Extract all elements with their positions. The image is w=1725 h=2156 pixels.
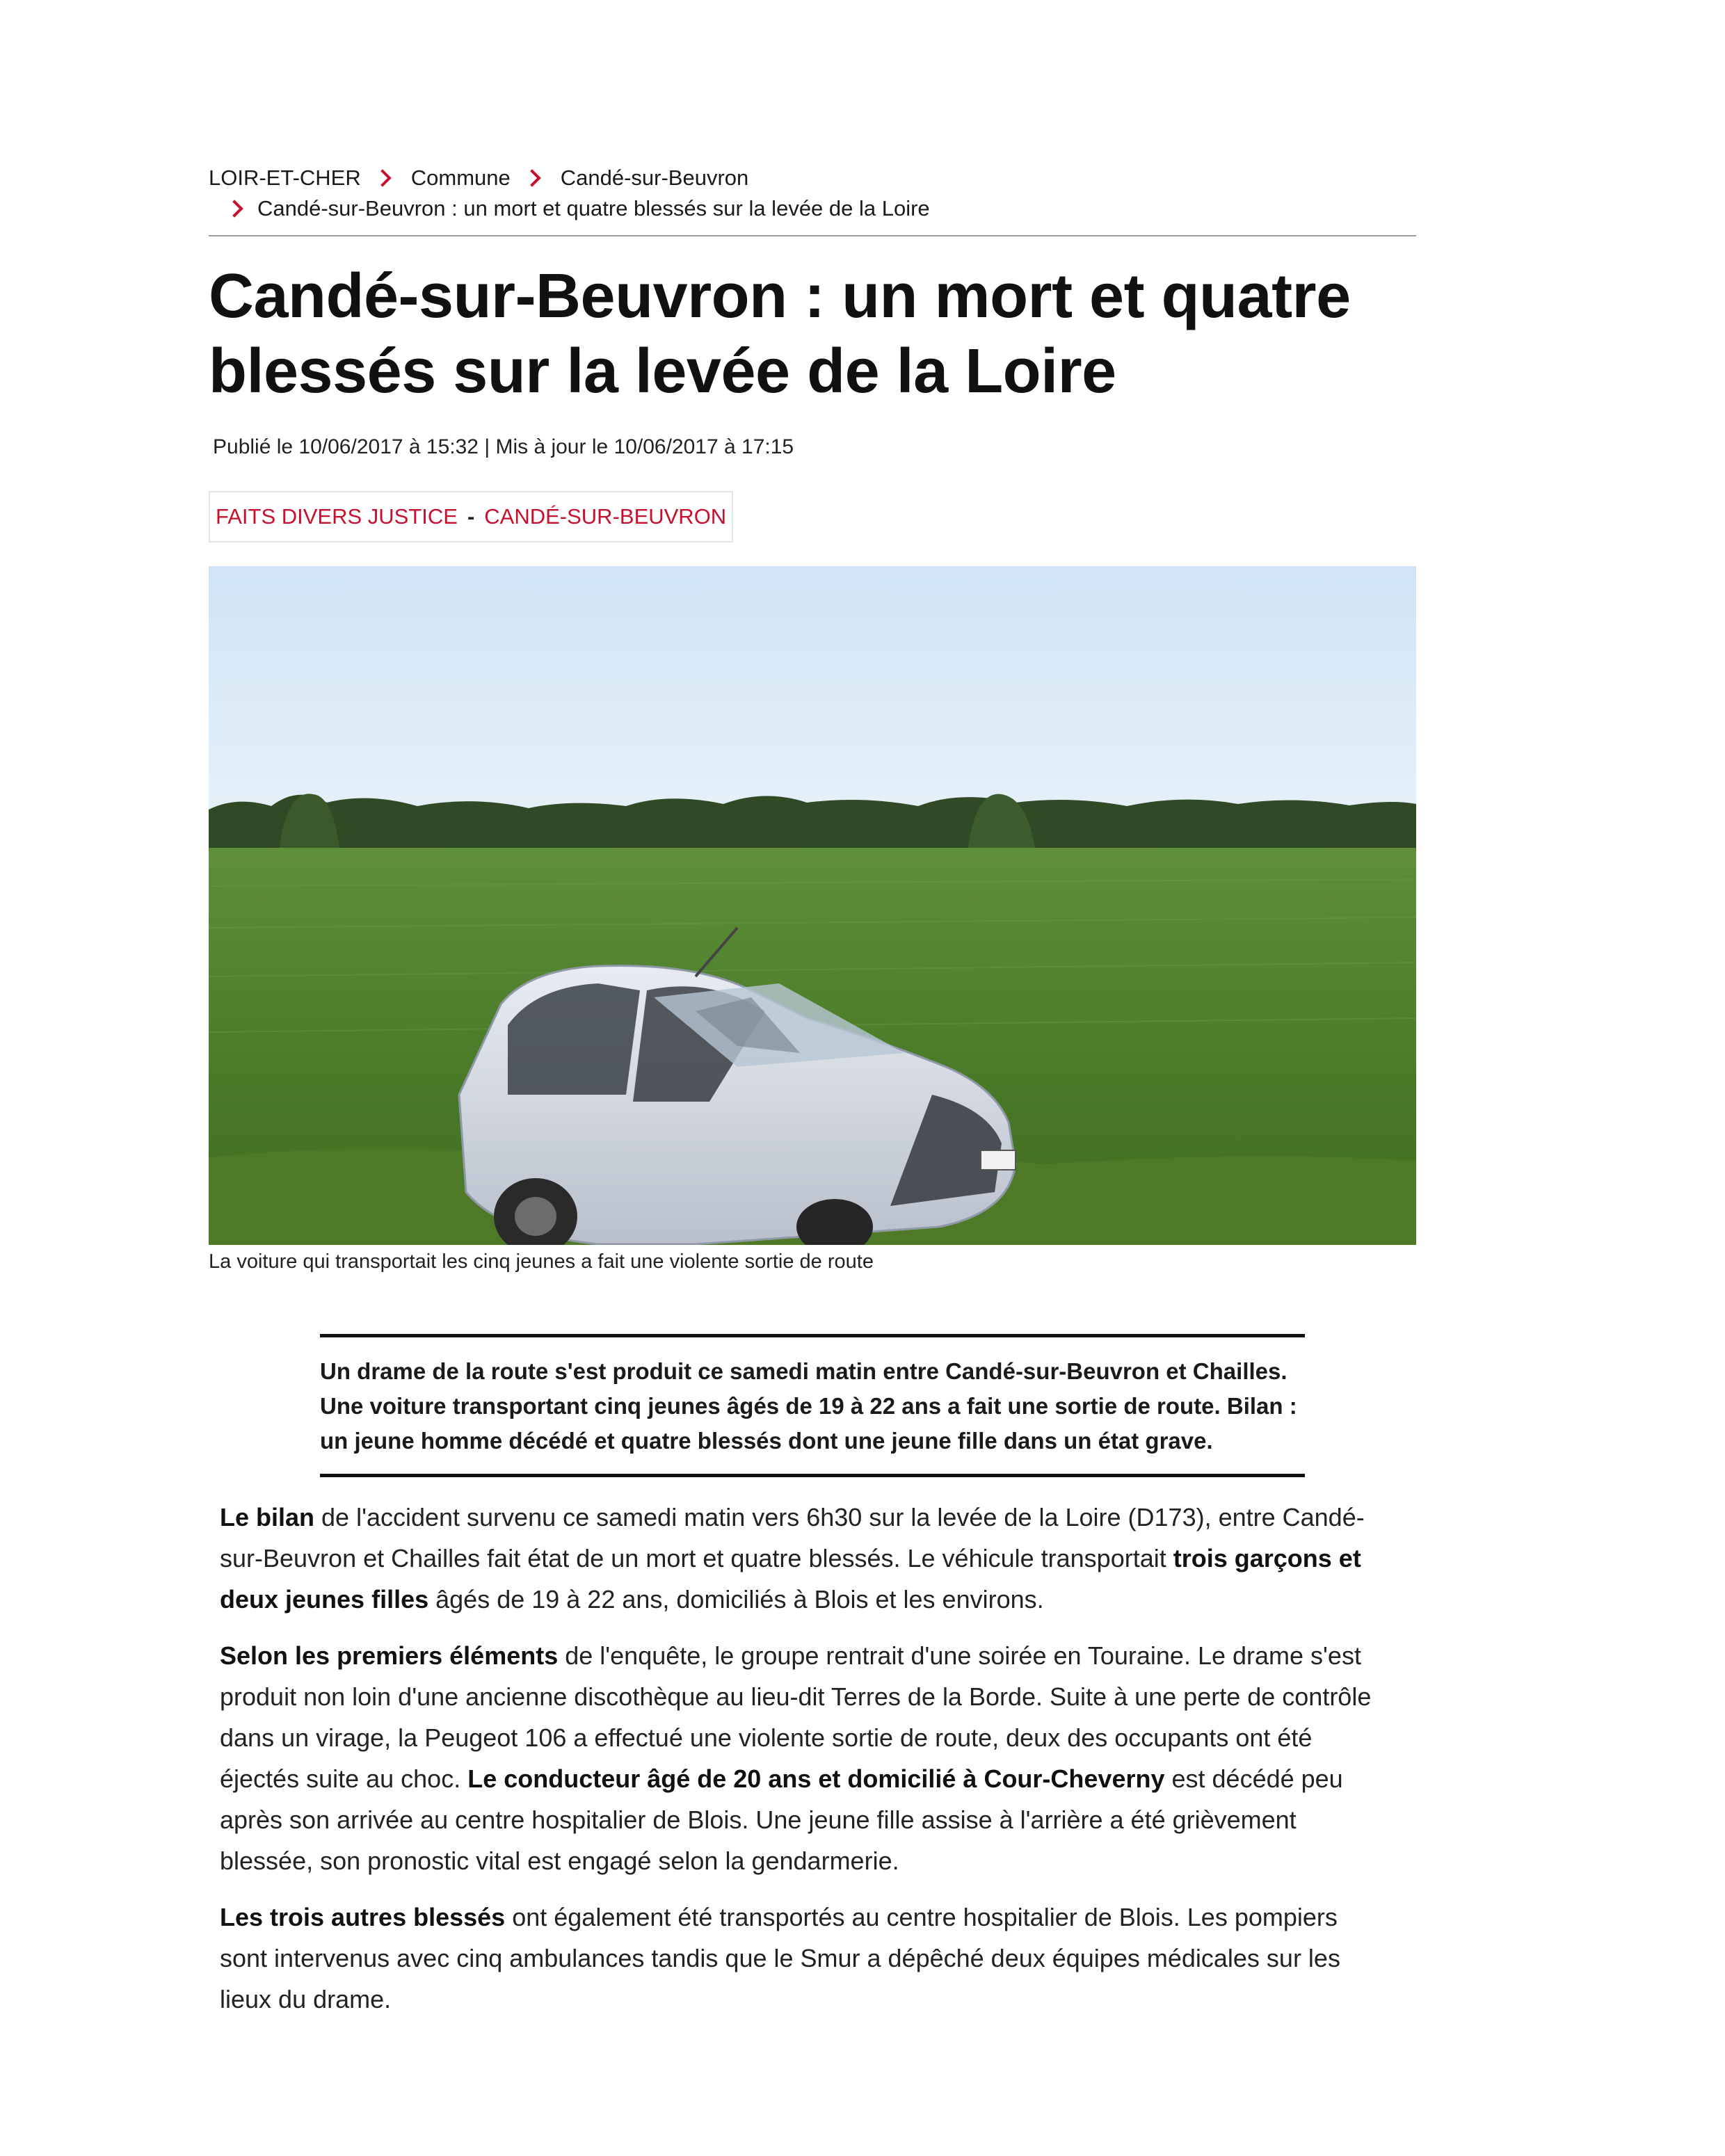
chevron-right-icon [523,169,540,186]
breadcrumb-divider [209,235,1416,236]
paragraph [220,1497,1374,1620]
tag-faits-divers-justice[interactable]: FAITS DIVERS JUSTICE [216,504,458,529]
crashed-car-photo [209,566,1416,1245]
paragraph-text: âgés de 19 à 22 ans, domiciliés à Blois et les environs. [428,1585,1044,1614]
chevron-right-icon [374,169,391,186]
paragraph-bold: Le bilan [220,1503,315,1531]
article-lead [320,1334,1305,1477]
paragraph-text: ont également été transportés au centre hospitalier de Blois. Les pompiers sont intervenus avec cinq ambulances tandis que le Smur a dépêché deux équipes médicales sur les lieux du drame. [220,1903,1340,2013]
image-caption: La voiture qui transportait les cinq jeunes a fait une violente sortie de route [209,1250,874,1273]
breadcrumb-link-cande-sur-beuvron[interactable]: Candé-sur-Beuvron [560,166,749,190]
paragraph-bold: Selon les premiers éléments [220,1641,559,1670]
paragraph-bold: Les trois autres blessés [220,1903,506,1931]
paragraph-text: est décédé peu après son arrivée au centre hospitalier de Blois. Une jeune fille assise à l'arrière a été grièvement blessée, son pronostic vital est engagé selon la gendarmerie. [220,1764,1343,1875]
article-body [220,1497,1374,2035]
tag-cande-sur-beuvron[interactable]: CANDÉ-SUR-BEUVRON [484,504,727,529]
article-tags [209,491,733,542]
breadcrumb [209,164,1416,223]
breadcrumb-link-commune[interactable]: Commune [410,166,511,190]
paragraph-bold: Le conducteur âgé de 20 ans et domicilié à Cour-Cheverny [467,1764,1165,1793]
chevron-right-icon [225,200,243,217]
tag-separator: - [467,504,475,529]
breadcrumb-link-loir-et-cher[interactable]: LOIR-ET-CHER [209,166,361,190]
page-title: Candé-sur-Beuvron : un mort et quatre blessés sur la levée de la Loire [209,262,1351,406]
paragraph [220,1635,1374,1881]
lead-text: Un drame de la route s'est produit ce samedi matin entre Candé-sur-Beuvron et Chailles. Une voiture transportant cinq jeunes âgés de 19 à 22 ans a fait une sortie de route. Bilan : un jeune homme décédé et quatre blessés dont une jeune fille dans un état grave. [320,1358,1297,1454]
paragraph-text: de l'enquête, le groupe rentrait d'une soirée en Touraine. Le drame s'est produit non loin d'une ancienne discothèque au lieu-dit Terres de la Borde. Suite à une perte de contrôle dans un virage, la Peugeot 106 a effectué une violente sortie de route, deux des occupants ont été éjectés suite au choc. [220,1641,1372,1793]
paragraph [220,1897,1374,2020]
publication-date: Publié le 10/06/2017 à 15:32 | Mis à jour le 10/06/2017 à 17:15 [213,435,794,458]
paragraph-bold: trois garçons et deux jeunes filles [220,1544,1361,1614]
breadcrumb-current: Candé-sur-Beuvron : un mort et quatre blessés sur la levée de la Loire [257,196,930,220]
article-photo [209,566,1416,1245]
paragraph-text: de l'accident survenu ce samedi matin vers 6h30 sur la levée de la Loire (D173), entre Candé-sur-Beuvron et Chailles fait état de un mort et quatre blessés. Le véhicule transportait [220,1503,1365,1572]
